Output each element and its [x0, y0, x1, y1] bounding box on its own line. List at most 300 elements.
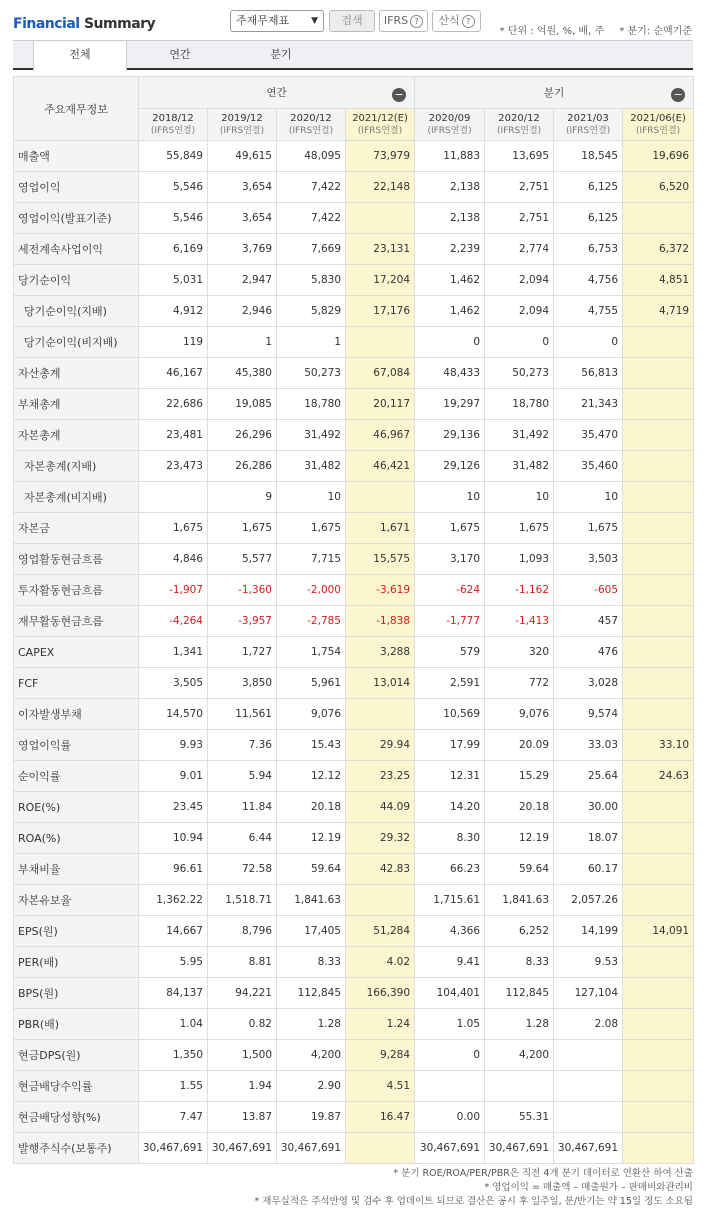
table-cell [139, 482, 208, 513]
ifrs-label: IFRS [383, 14, 409, 27]
table-cell [623, 420, 694, 451]
table-cell: 0 [415, 1040, 485, 1071]
table-cell: 1,093 [485, 544, 554, 575]
table-cell: 3,503 [554, 544, 623, 575]
table-cell [623, 978, 694, 1009]
table-cell: 9,284 [346, 1040, 415, 1071]
table-row [14, 389, 694, 420]
table-cell: 18,780 [485, 389, 554, 420]
tab-annual[interactable]: 연간 [169, 48, 191, 61]
table-cell: 5,546 [139, 203, 208, 234]
table-cell: 20,117 [346, 389, 415, 420]
row-label: 현금배당성향(%) [14, 1102, 139, 1133]
table-cell: -1,838 [346, 606, 415, 637]
row-label: 부채총계 [14, 389, 139, 420]
table-cell [623, 823, 694, 854]
table-row [14, 1133, 694, 1164]
table-row [14, 544, 694, 575]
table-cell: 55,849 [139, 141, 208, 172]
table-cell: 48,095 [277, 141, 346, 172]
table-cell [554, 1102, 623, 1133]
table-cell: 1,362.22 [139, 885, 208, 916]
table-cell: 29,136 [415, 420, 485, 451]
table-cell: 72.58 [208, 854, 277, 885]
table-row [14, 606, 694, 637]
table-cell: 50,273 [277, 358, 346, 389]
table-cell: 2,947 [208, 265, 277, 296]
page-title [13, 16, 155, 32]
table-cell: 0 [415, 327, 485, 358]
table-cell: 29,126 [415, 451, 485, 482]
table-cell: 1 [208, 327, 277, 358]
help-icon: ? [410, 15, 423, 28]
table-cell: 2,094 [485, 265, 554, 296]
table-cell: 7.47 [139, 1102, 208, 1133]
table-cell: 19,085 [208, 389, 277, 420]
table-cell [346, 699, 415, 730]
table-cell: 1,675 [139, 513, 208, 544]
table-cell: 579 [415, 637, 485, 668]
tab-quarterly[interactable]: 분기 [270, 48, 292, 61]
footnote: * 분기 ROE/ROA/PER/PBR은 직전 4개 분기 데이터로 연환산 하여 산출 [393, 1168, 693, 1179]
table-cell: 9.93 [139, 730, 208, 761]
table-cell: 0 [554, 327, 623, 358]
table-cell: -1,413 [485, 606, 554, 637]
period-header [554, 109, 623, 141]
row-label: 자본금 [14, 513, 139, 544]
table-cell [346, 327, 415, 358]
ifrs-button[interactable] [379, 10, 428, 32]
table-cell: 59.64 [485, 854, 554, 885]
table-cell: 48,433 [415, 358, 485, 389]
table-cell: 23,473 [139, 451, 208, 482]
row-label: 발행주식수(보통주) [14, 1133, 139, 1164]
row-label: 당기순이익(지배) [14, 296, 139, 327]
table-cell: 2.90 [277, 1071, 346, 1102]
table-cell: 20.18 [277, 792, 346, 823]
table-cell: 1,675 [554, 513, 623, 544]
table-cell: 19.87 [277, 1102, 346, 1133]
row-label: 투자활동현금흐름 [14, 575, 139, 606]
report-type-value: 주재무제표 [236, 14, 290, 27]
table-cell: 30,467,691 [485, 1133, 554, 1164]
table-row [14, 637, 694, 668]
quarter-note: * 분기: 순액기준 [619, 26, 692, 37]
table-cell: 12.31 [415, 761, 485, 792]
table-cell: 45,380 [208, 358, 277, 389]
table-cell: 4,851 [623, 265, 694, 296]
table-cell: -624 [415, 575, 485, 606]
period-basis: (IFRS연결) [565, 125, 611, 136]
table-cell [623, 1102, 694, 1133]
table-cell: 476 [554, 637, 623, 668]
table-cell: 112,845 [277, 978, 346, 1009]
quarter-group-label: 분기 [543, 87, 565, 99]
table-cell [623, 451, 694, 482]
table-cell: 26,286 [208, 451, 277, 482]
table-cell: 1,675 [485, 513, 554, 544]
table-cell: 10 [485, 482, 554, 513]
table-cell: 26,296 [208, 420, 277, 451]
period-date: 2018/12 [152, 112, 194, 124]
table-row [14, 296, 694, 327]
table-cell: 6.44 [208, 823, 277, 854]
table-cell [623, 792, 694, 823]
table-cell: 5,961 [277, 668, 346, 699]
table-row [14, 172, 694, 203]
table-row [14, 699, 694, 730]
table-cell: 8.33 [485, 947, 554, 978]
table-cell: 4,912 [139, 296, 208, 327]
table-cell: 1,841.63 [485, 885, 554, 916]
formula-button[interactable] [432, 10, 481, 32]
table-row [14, 203, 694, 234]
table-cell: 3,288 [346, 637, 415, 668]
period-header [277, 109, 346, 141]
table-cell: 1.05 [415, 1009, 485, 1040]
table-cell: 20.09 [485, 730, 554, 761]
table-cell: 9,076 [277, 699, 346, 730]
table-cell: 4,756 [554, 265, 623, 296]
table-cell: 1,675 [277, 513, 346, 544]
period-header [623, 109, 694, 141]
table-cell: 23.45 [139, 792, 208, 823]
table-cell: 94,221 [208, 978, 277, 1009]
table-cell: 457 [554, 606, 623, 637]
table-row [14, 1102, 694, 1133]
table-cell: 166,390 [346, 978, 415, 1009]
formula-label: 산식 [438, 14, 460, 27]
period-date: 2020/12 [498, 112, 540, 124]
table-cell: 7,422 [277, 203, 346, 234]
table-cell: 30,467,691 [554, 1133, 623, 1164]
table-cell: 17,405 [277, 916, 346, 947]
table-cell: 1,675 [208, 513, 277, 544]
table-cell: 0 [485, 327, 554, 358]
table-cell [623, 885, 694, 916]
table-cell: 2,591 [415, 668, 485, 699]
table-cell: 772 [485, 668, 554, 699]
table-cell [623, 1009, 694, 1040]
table-cell: -1,777 [415, 606, 485, 637]
table-cell [623, 1133, 694, 1164]
row-label: BPS(원) [14, 978, 139, 1009]
table-cell: 1,500 [208, 1040, 277, 1071]
period-header [346, 109, 415, 141]
table-cell: 17,176 [346, 296, 415, 327]
table-cell: 4,755 [554, 296, 623, 327]
table-cell: 31,482 [277, 451, 346, 482]
table-cell: 3,769 [208, 234, 277, 265]
table-cell: 2,774 [485, 234, 554, 265]
table-cell: -605 [554, 575, 623, 606]
period-header [139, 109, 208, 141]
period-date: 2020/09 [428, 112, 471, 124]
tab-all[interactable]: 전체 [33, 41, 127, 71]
table-cell: 4,719 [623, 296, 694, 327]
row-label: 영업이익 [14, 172, 139, 203]
table-row [14, 916, 694, 947]
top-bar [0, 0, 706, 40]
table-cell: 3,654 [208, 172, 277, 203]
table-row [14, 823, 694, 854]
table-row [14, 668, 694, 699]
row-label: ROE(%) [14, 792, 139, 823]
table-cell: 11,883 [415, 141, 485, 172]
table-cell: -1,162 [485, 575, 554, 606]
table-cell: 14,667 [139, 916, 208, 947]
collapse-icon[interactable]: − [671, 88, 685, 102]
table-cell: 9,574 [554, 699, 623, 730]
table-cell: 73,979 [346, 141, 415, 172]
table-row [14, 1071, 694, 1102]
period-date: 2021/03 [567, 112, 609, 124]
table-row [14, 327, 694, 358]
table-cell: 19,696 [623, 141, 694, 172]
table-cell: 119 [139, 327, 208, 358]
table-cell: 6,125 [554, 203, 623, 234]
table-row [14, 1040, 694, 1071]
table-cell: 9,076 [485, 699, 554, 730]
table-cell: 50,273 [485, 358, 554, 389]
table-cell [623, 854, 694, 885]
table-cell: 1,715.61 [415, 885, 485, 916]
table-cell: 7,669 [277, 234, 346, 265]
table-cell: 8.33 [277, 947, 346, 978]
table-cell: 18,545 [554, 141, 623, 172]
table-cell: 13,014 [346, 668, 415, 699]
table-cell: 112,845 [485, 978, 554, 1009]
table-row [14, 451, 694, 482]
table-cell: 320 [485, 637, 554, 668]
table-cell: 6,520 [623, 172, 694, 203]
table-cell: 23.25 [346, 761, 415, 792]
period-date: 2020/12 [290, 112, 332, 124]
title-part-financial: Financial [13, 16, 80, 32]
table-cell: 1,341 [139, 637, 208, 668]
table-cell: 11,561 [208, 699, 277, 730]
table-cell [623, 482, 694, 513]
table-cell: 8,796 [208, 916, 277, 947]
table-cell: -3,957 [208, 606, 277, 637]
table-cell: 13,695 [485, 141, 554, 172]
table-cell: -1,907 [139, 575, 208, 606]
table-cell: 44.09 [346, 792, 415, 823]
table-cell: 22,148 [346, 172, 415, 203]
table-cell: 5,546 [139, 172, 208, 203]
table-cell: 1,727 [208, 637, 277, 668]
row-label: 현금배당수익률 [14, 1071, 139, 1102]
row-label: 자본총계(지배) [14, 451, 139, 482]
table-cell: 2.08 [554, 1009, 623, 1040]
period-basis: (IFRS연결) [288, 125, 334, 136]
table-cell: 30.00 [554, 792, 623, 823]
table-cell: 23,481 [139, 420, 208, 451]
table-cell: 127,104 [554, 978, 623, 1009]
table-row [14, 265, 694, 296]
period-date: 2021/12(E) [352, 112, 408, 124]
footnote: * 영업이익 = 매출액 – 매출원가 – 판매비와관리비 [484, 1182, 693, 1193]
table-cell [623, 1071, 694, 1102]
table-cell: 51,284 [346, 916, 415, 947]
table-cell: 9.41 [415, 947, 485, 978]
table-cell: 104,401 [415, 978, 485, 1009]
table-cell: 14,091 [623, 916, 694, 947]
table-row [14, 792, 694, 823]
table-cell: 17.99 [415, 730, 485, 761]
table-cell: 35,460 [554, 451, 623, 482]
table-cell: 49,615 [208, 141, 277, 172]
table-cell: 1.04 [139, 1009, 208, 1040]
table-cell: 2,057.26 [554, 885, 623, 916]
table-cell: 16.47 [346, 1102, 415, 1133]
table-cell: 18,780 [277, 389, 346, 420]
table-cell [346, 203, 415, 234]
table-cell: 1.28 [277, 1009, 346, 1040]
annual-group-header [139, 77, 415, 109]
table-cell: 14,570 [139, 699, 208, 730]
table-cell: 7.36 [208, 730, 277, 761]
table-cell: 1,671 [346, 513, 415, 544]
table-cell: 46,421 [346, 451, 415, 482]
table-cell: 15.43 [277, 730, 346, 761]
table-cell: 84,137 [139, 978, 208, 1009]
table-cell: 15.29 [485, 761, 554, 792]
period-date: 2021/06(E) [630, 112, 686, 124]
table-cell: 1,841.63 [277, 885, 346, 916]
row-label: 현금DPS(원) [14, 1040, 139, 1071]
row-label: 영업활동현금흐름 [14, 544, 139, 575]
table-cell [623, 668, 694, 699]
table-row [14, 482, 694, 513]
table-cell: 10 [277, 482, 346, 513]
table-cell: 1 [277, 327, 346, 358]
period-basis: (IFRS연결) [427, 125, 472, 136]
period-basis: (IFRS연결) [496, 125, 542, 136]
table-cell [623, 513, 694, 544]
table-cell: 59.64 [277, 854, 346, 885]
table-cell [346, 1133, 415, 1164]
table-cell: 2,138 [415, 172, 485, 203]
row-label: 당기순이익 [14, 265, 139, 296]
table-cell: 23,131 [346, 234, 415, 265]
table-cell [623, 389, 694, 420]
table-cell [623, 699, 694, 730]
table-cell: 33.10 [623, 730, 694, 761]
table-cell: 12.19 [277, 823, 346, 854]
table-cell [346, 885, 415, 916]
search-button[interactable]: 검색 [329, 10, 375, 32]
table-cell: 56,813 [554, 358, 623, 389]
table-cell: 3,654 [208, 203, 277, 234]
period-header [485, 109, 554, 141]
table-cell: 6,252 [485, 916, 554, 947]
table-cell: 9.53 [554, 947, 623, 978]
period-header [415, 109, 485, 141]
row-label: 영업이익률 [14, 730, 139, 761]
table-row [14, 978, 694, 1009]
table-cell: 46,167 [139, 358, 208, 389]
financial-summary-table [13, 76, 694, 1164]
table-cell: 6,753 [554, 234, 623, 265]
help-icon: ? [462, 15, 475, 28]
table-cell: 1.28 [485, 1009, 554, 1040]
table-cell: -2,000 [277, 575, 346, 606]
table-cell: 5.95 [139, 947, 208, 978]
table-cell: 7,715 [277, 544, 346, 575]
table-cell: 29.32 [346, 823, 415, 854]
table-cell: 67,084 [346, 358, 415, 389]
table-cell: -3,619 [346, 575, 415, 606]
table-cell: 4,846 [139, 544, 208, 575]
period-basis: (IFRS연결) [219, 125, 265, 136]
table-row [14, 513, 694, 544]
table-cell: 5.94 [208, 761, 277, 792]
table-cell: 11.84 [208, 792, 277, 823]
table-row [14, 1009, 694, 1040]
table-cell: 8.81 [208, 947, 277, 978]
table-cell: 31,492 [277, 420, 346, 451]
row-label: PER(배) [14, 947, 139, 978]
table-cell: 0.82 [208, 1009, 277, 1040]
collapse-icon[interactable]: − [392, 88, 406, 102]
table-cell: 2,138 [415, 203, 485, 234]
table-cell: 2,751 [485, 172, 554, 203]
table-cell: 30,467,691 [415, 1133, 485, 1164]
table-row [14, 575, 694, 606]
table-cell: 9 [208, 482, 277, 513]
table-cell: 9.01 [139, 761, 208, 792]
table-cell: 3,505 [139, 668, 208, 699]
table-cell: 3,850 [208, 668, 277, 699]
unit-notes [488, 22, 692, 37]
table-cell: 12.19 [485, 823, 554, 854]
table-cell: 24.63 [623, 761, 694, 792]
table-cell: 14.20 [415, 792, 485, 823]
table-cell: 19,297 [415, 389, 485, 420]
table-cell: 4,200 [277, 1040, 346, 1071]
table-cell: 10 [415, 482, 485, 513]
table-cell: 4,366 [415, 916, 485, 947]
table-cell: 3,028 [554, 668, 623, 699]
table-cell: 46,967 [346, 420, 415, 451]
table-cell: 1,675 [415, 513, 485, 544]
table-cell: 60.17 [554, 854, 623, 885]
table-cell: 4,200 [485, 1040, 554, 1071]
table-cell: 17,204 [346, 265, 415, 296]
table-cell: 10.94 [139, 823, 208, 854]
table-cell: 15,575 [346, 544, 415, 575]
table-cell: 4.02 [346, 947, 415, 978]
table-cell [623, 575, 694, 606]
table-cell: 4.51 [346, 1071, 415, 1102]
table-cell: 1,350 [139, 1040, 208, 1071]
report-type-select[interactable] [230, 10, 324, 32]
table-cell [346, 482, 415, 513]
table-cell: 33.03 [554, 730, 623, 761]
annual-group-label: 연간 [266, 87, 287, 99]
table-row [14, 761, 694, 792]
table-cell: 3,170 [415, 544, 485, 575]
table-cell [623, 327, 694, 358]
table-cell: 20.18 [485, 792, 554, 823]
row-label: 자본총계(비지배) [14, 482, 139, 513]
table-cell: 6,169 [139, 234, 208, 265]
quarter-group-header [415, 77, 694, 109]
row-label: FCF [14, 668, 139, 699]
period-basis: (IFRS연결) [150, 125, 196, 136]
chevron-down-icon: ▼ [311, 16, 318, 26]
